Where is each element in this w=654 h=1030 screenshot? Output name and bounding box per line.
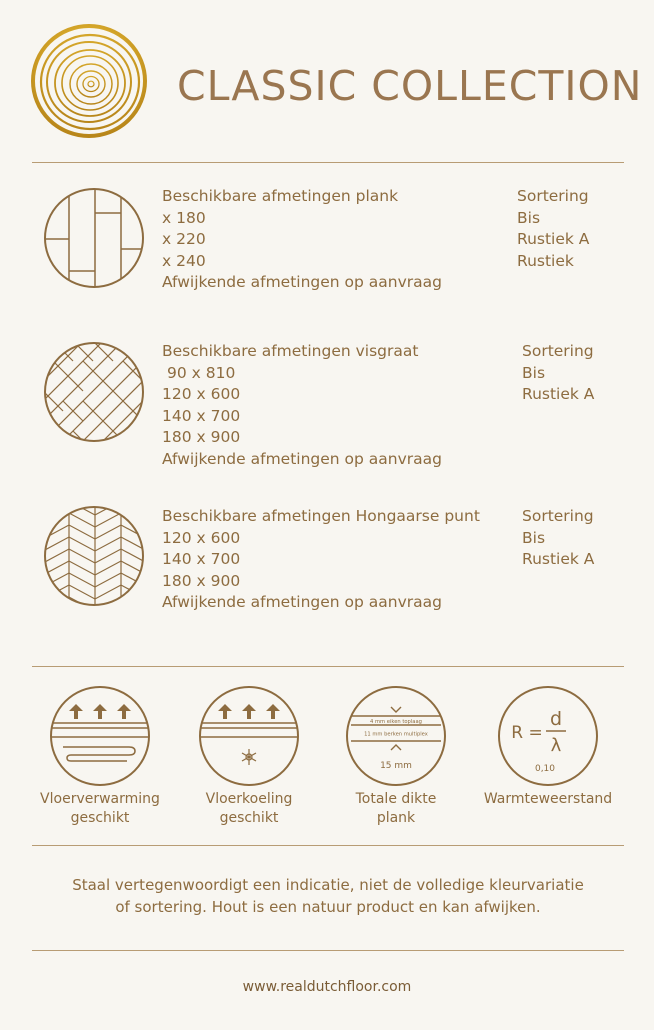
feature-label-line: geschikt <box>70 810 130 826</box>
sorting-item: Rustiek A <box>522 385 595 403</box>
size-item: 180 x 900 <box>162 428 241 446</box>
size-item: x 240 <box>162 251 206 270</box>
size-item: 120 x 600 <box>162 528 241 547</box>
plank-pattern-icon <box>43 187 145 289</box>
custom-note: Afwijkende afmetingen op aanvraag <box>162 273 442 291</box>
size-item: x 180 <box>162 208 206 227</box>
sorting-item: Rustiek <box>517 251 574 270</box>
visgraat-sorting <box>522 341 594 406</box>
top-layer-text: 4 mm eiken toplaag <box>370 719 422 725</box>
sorting-item: Rustiek A <box>522 550 595 568</box>
hongaarse-punt-sizes <box>162 506 480 614</box>
plank-sizes <box>162 186 442 294</box>
size-item: 90 x 810 <box>167 363 236 382</box>
visgraat-sizes <box>162 341 442 470</box>
thermal-resistance-label <box>473 790 623 809</box>
total-thickness-text: 15 mm <box>380 761 412 771</box>
disclaimer-line: of sortering. Hout is een natuur product en kan afwijken. <box>115 898 541 916</box>
plank-sorting <box>517 186 589 272</box>
thickness-icon <box>345 685 447 787</box>
sorting-item: Bis <box>517 208 541 227</box>
size-item: 180 x 900 <box>162 571 241 590</box>
herringbone-pattern-icon <box>43 341 145 443</box>
formula-numerator: d <box>549 708 563 730</box>
sorting-item: Rustiek A <box>517 230 590 248</box>
size-item: 140 x 700 <box>162 550 241 568</box>
size-item: 140 x 700 <box>162 406 241 425</box>
feature-label-line: Vloerverwarming <box>40 791 160 807</box>
sorting-heading: Sortering <box>522 507 594 525</box>
floor-heating-label <box>25 790 175 828</box>
section-heading: Beschikbare afmetingen Hongaarse punt <box>162 507 480 525</box>
floor-heating-icon <box>49 685 151 787</box>
formula-r: R = <box>511 723 543 743</box>
feature-label-line: plank <box>376 810 416 826</box>
divider <box>32 845 624 846</box>
custom-note: Afwijkende afmetingen op aanvraag <box>162 593 442 611</box>
chevron-pattern-icon <box>43 505 145 607</box>
sorting-item: Bis <box>522 363 546 382</box>
floor-cooling-icon <box>198 685 300 787</box>
formula-denominator: λ <box>550 735 562 756</box>
page-title: CLASSIC COLLECTION <box>177 62 643 110</box>
sorting-heading: Sortering <box>522 342 594 360</box>
section-heading: Beschikbare afmetingen plank <box>162 187 399 205</box>
sorting-heading: Sortering <box>517 187 589 205</box>
feature-label-line: geschikt <box>219 810 279 826</box>
divider <box>32 162 624 163</box>
logo-tree-rings-icon <box>30 22 148 140</box>
section-heading: Beschikbare afmetingen visgraat <box>162 342 419 360</box>
divider <box>32 950 624 951</box>
feature-label-line: Warmteweerstand <box>483 791 613 807</box>
hongaarse-punt-sorting <box>522 506 594 571</box>
feature-label-line: Totale dikte <box>355 791 437 807</box>
snowflake-icon <box>242 749 256 765</box>
feature-label-line: Vloerkoeling <box>205 791 293 807</box>
thermal-resistance-icon <box>497 685 599 787</box>
custom-note: Afwijkende afmetingen op aanvraag <box>162 449 442 468</box>
disclaimer-line: Staal vertegenwoordigt een indicatie, niet de volledige kleurvariatie <box>72 876 584 894</box>
size-item: x 220 <box>162 230 206 248</box>
resistance-value: 0,10 <box>534 764 556 774</box>
floor-cooling-label <box>174 790 324 828</box>
website-link[interactable]: www.realdutchfloor.com <box>242 979 412 995</box>
divider <box>32 666 624 667</box>
sorting-item: Bis <box>522 528 546 547</box>
base-layer-text: 11 mm berken multiplex <box>364 731 428 738</box>
size-item: 120 x 600 <box>162 385 241 403</box>
disclaimer <box>32 874 624 918</box>
thickness-label <box>321 790 471 828</box>
